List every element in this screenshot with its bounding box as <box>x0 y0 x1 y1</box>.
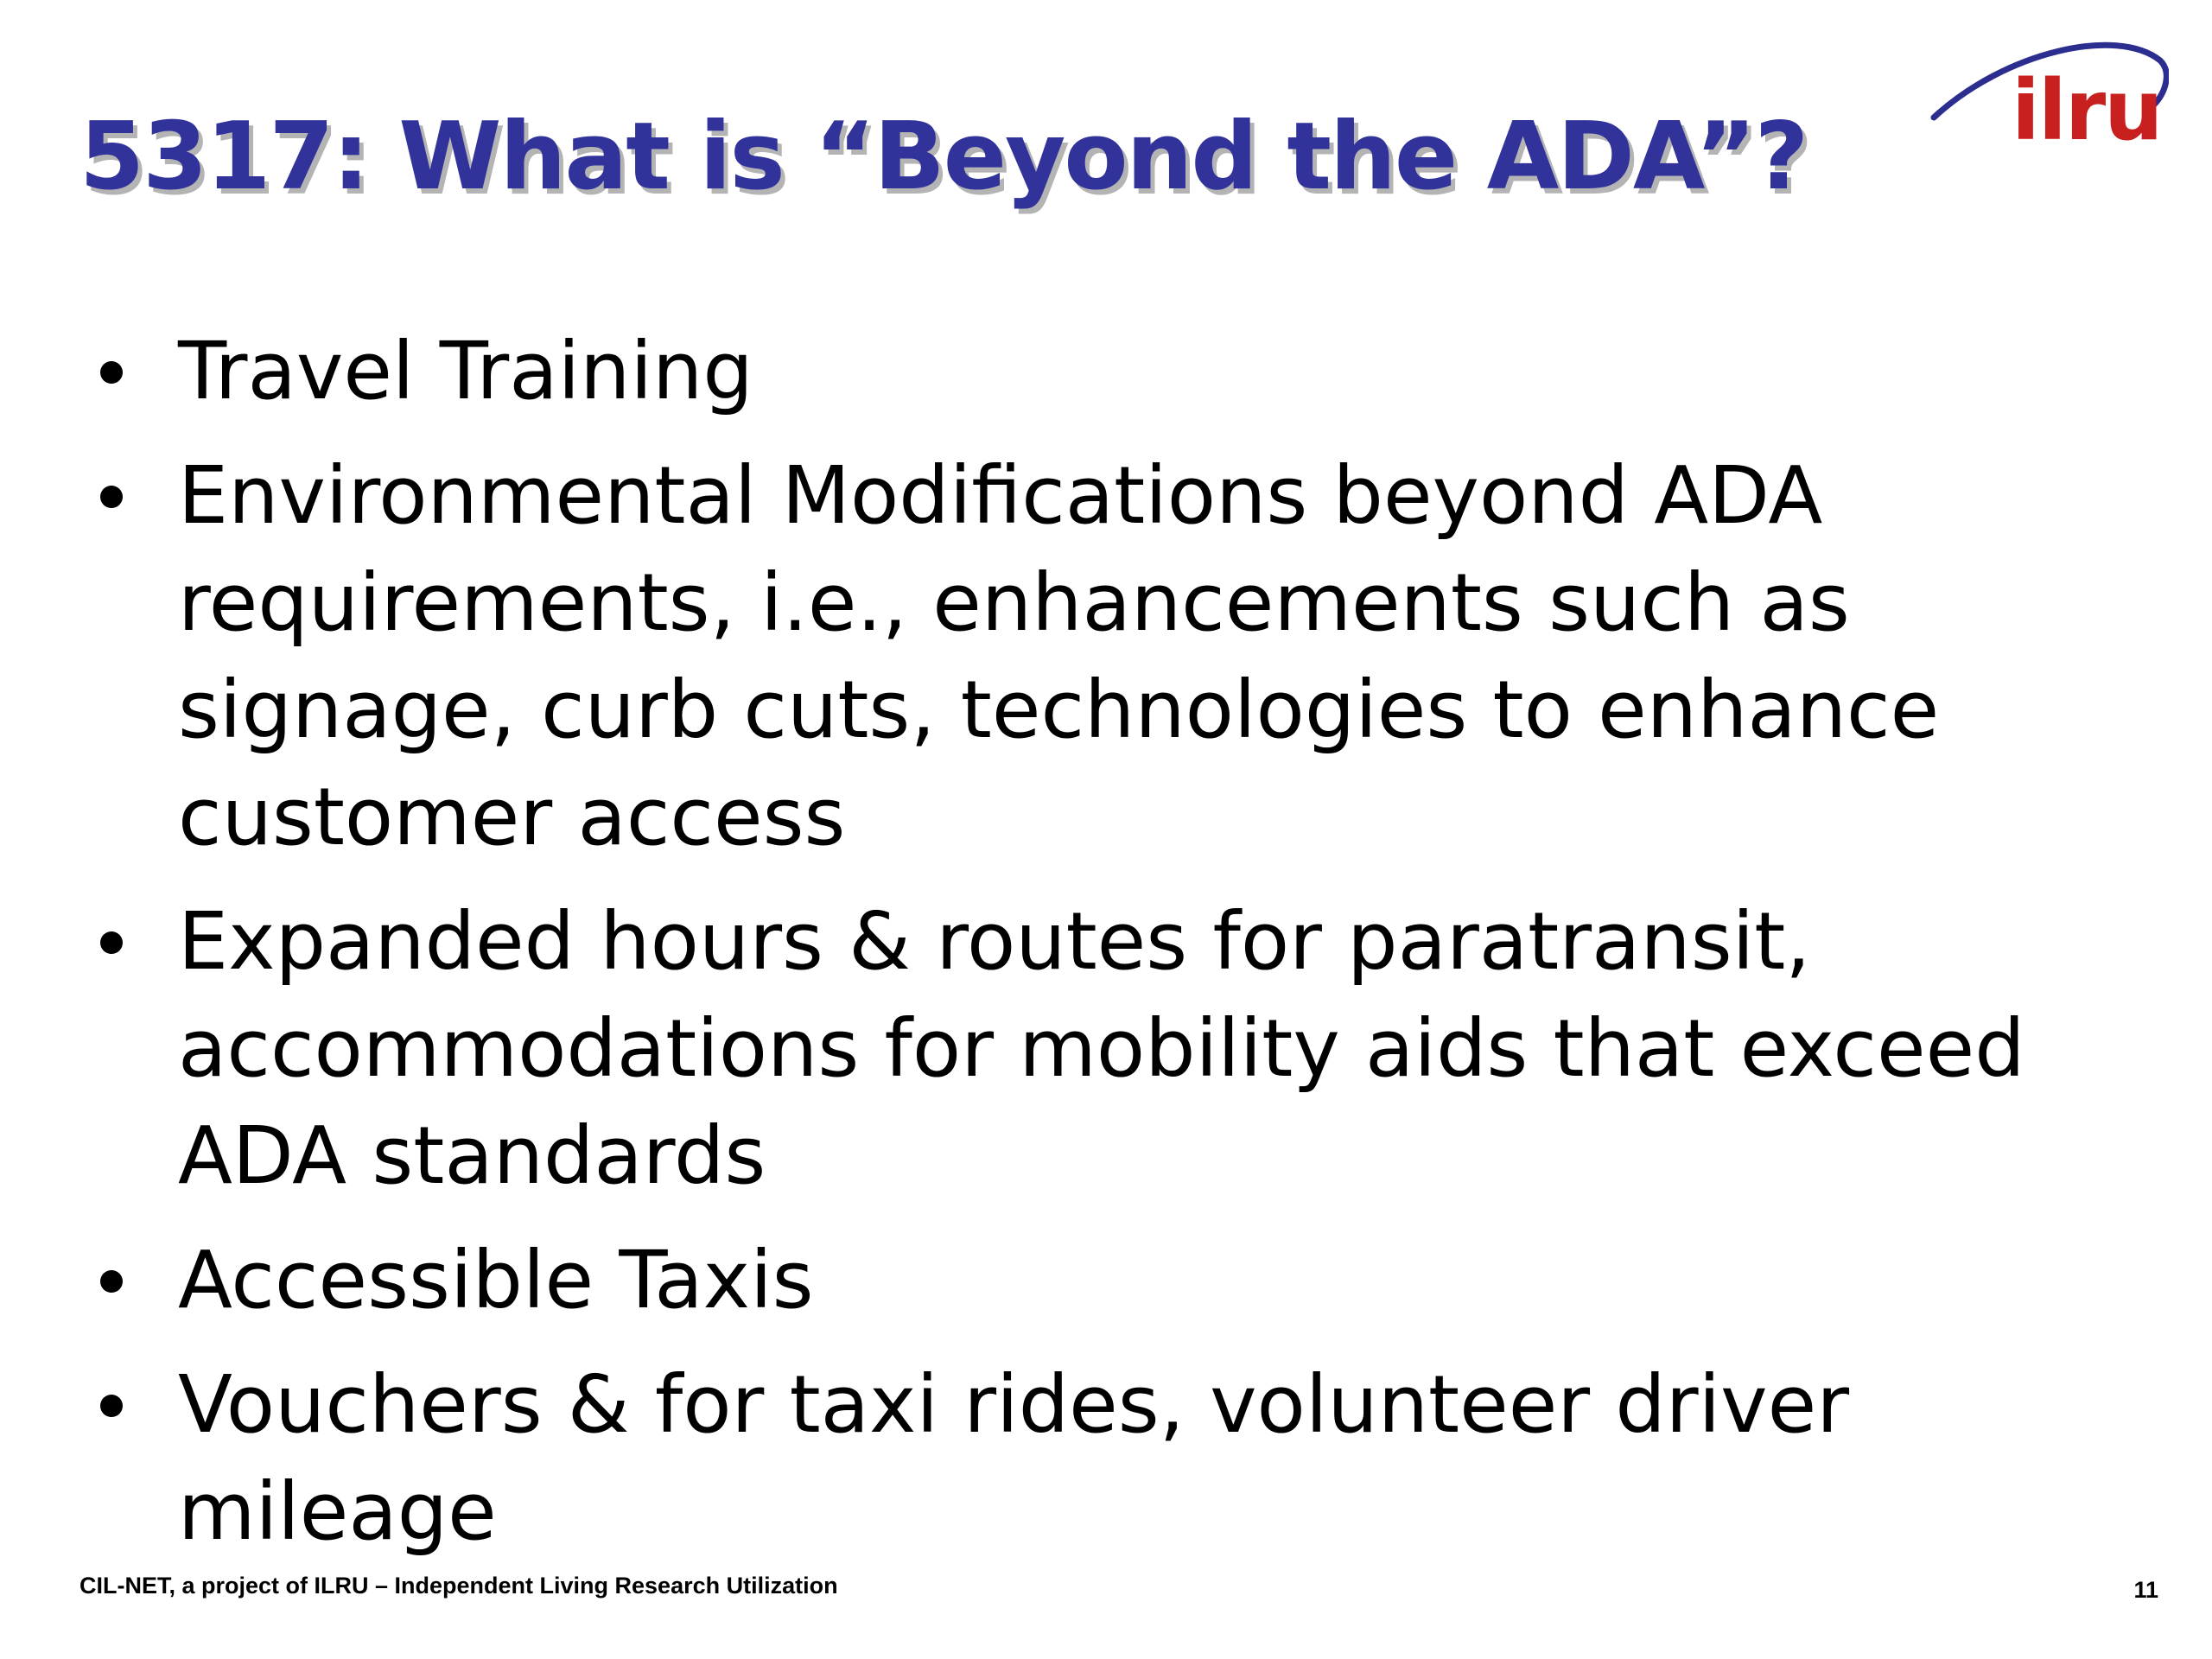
bullet-icon <box>100 1395 123 1417</box>
bullet-item <box>178 442 2157 871</box>
bullet-icon <box>100 361 123 384</box>
bullet-icon <box>100 1270 123 1293</box>
bullet-text: Expanded hours & routes for paratransit, accommodations for mobility aids that exceed ADA standards <box>178 895 2025 1202</box>
bullet-text: Vouchers & for taxi rides, volunteer driver mileage <box>178 1358 1850 1558</box>
bullet-list <box>178 318 2157 1583</box>
bullet-icon <box>100 486 123 508</box>
logo-text: ilru <box>2012 62 2162 159</box>
bullet-text: Accessible Taxis <box>178 1234 814 1326</box>
page-number: 11 <box>2133 1577 2158 1603</box>
bullet-icon <box>100 931 123 954</box>
ilru-logo <box>1927 33 2169 162</box>
bullet-text: Travel Training <box>178 325 753 417</box>
bullet-item <box>178 888 2157 1210</box>
bullet-item <box>178 318 2157 425</box>
slide-title: 5317: What is “Beyond the ADA”? <box>79 103 1808 211</box>
footer-text: CIL-NET, a project of ILRU – Independent Living Research Utilization <box>79 1573 838 1599</box>
bullet-text: Environmental Modifications beyond ADA requirements, i.e., enhancements such as signage, curb cuts, technologies to enhance customer access <box>178 449 1940 863</box>
bullet-item <box>178 1351 2157 1566</box>
bullet-item <box>178 1227 2157 1334</box>
